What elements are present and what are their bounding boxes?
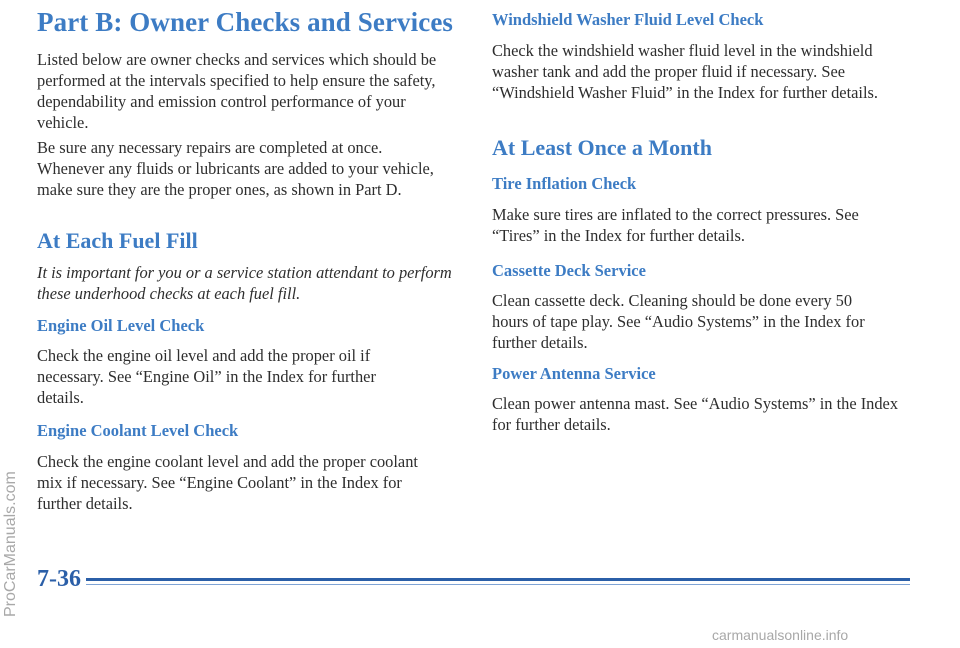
intro-paragraph: Listed below are owner checks and services which should be performed at the intervals specified to help ensure the safety, dependability and emission control performance of your vehicle. (37, 50, 437, 132)
monthly-heading: At Least Once a Month (492, 135, 712, 160)
fuel-fill-heading: At Each Fuel Fill (37, 228, 198, 253)
antenna-service-text: Clean power antenna mast. See “Audio Systems” in the Index for further details. (492, 394, 899, 434)
cassette-service-text: Clean cassette deck. Cleaning should be done every 50 hours of tape play. See “Audio Systems” in the Index for further details. (492, 291, 865, 352)
coolant-check-heading: Engine Coolant Level Check (37, 421, 239, 440)
side-watermark: ProCarManuals.com (2, 471, 19, 617)
washer-check-text: Check the windshield washer fluid level in the windshield washer tank and add the proper fluid if necessary. See “Windshield Washer Fluid” in the Index for further details. (492, 41, 878, 102)
fuel-fill-note: It is important for you or a service station attendant to perform these underhood checks at each fuel fill. (37, 263, 452, 303)
repairs-paragraph: Be sure any necessary repairs are completed at once. Whenever any fluids or lubricants are added to your vehicle, make sure they are the proper ones, as shown in Part D. (37, 138, 434, 199)
footer-rule-thin (86, 584, 910, 585)
antenna-service-heading: Power Antenna Service (492, 364, 656, 383)
page-number: 7-36 (37, 566, 81, 592)
bottom-watermark: carmanualsonline.info (712, 627, 849, 643)
oil-check-heading: Engine Oil Level Check (37, 316, 205, 335)
coolant-check-text: Check the engine coolant level and add the proper coolant mix if necessary. See “Engine Coolant” in the Index for further details. (37, 452, 418, 513)
footer-rule (86, 578, 910, 581)
page-title: Part B: Owner Checks and Services (37, 7, 454, 37)
tire-check-text: Make sure tires are inflated to the correct pressures. See “Tires” in the Index for further details. (492, 205, 859, 245)
oil-check-text: Check the engine oil level and add the proper oil if necessary. See “Engine Oil” in the Index for further details. (37, 346, 376, 407)
cassette-service-heading: Cassette Deck Service (492, 261, 646, 280)
tire-check-heading: Tire Inflation Check (492, 174, 637, 193)
washer-check-heading: Windshield Washer Fluid Level Check (492, 10, 764, 29)
